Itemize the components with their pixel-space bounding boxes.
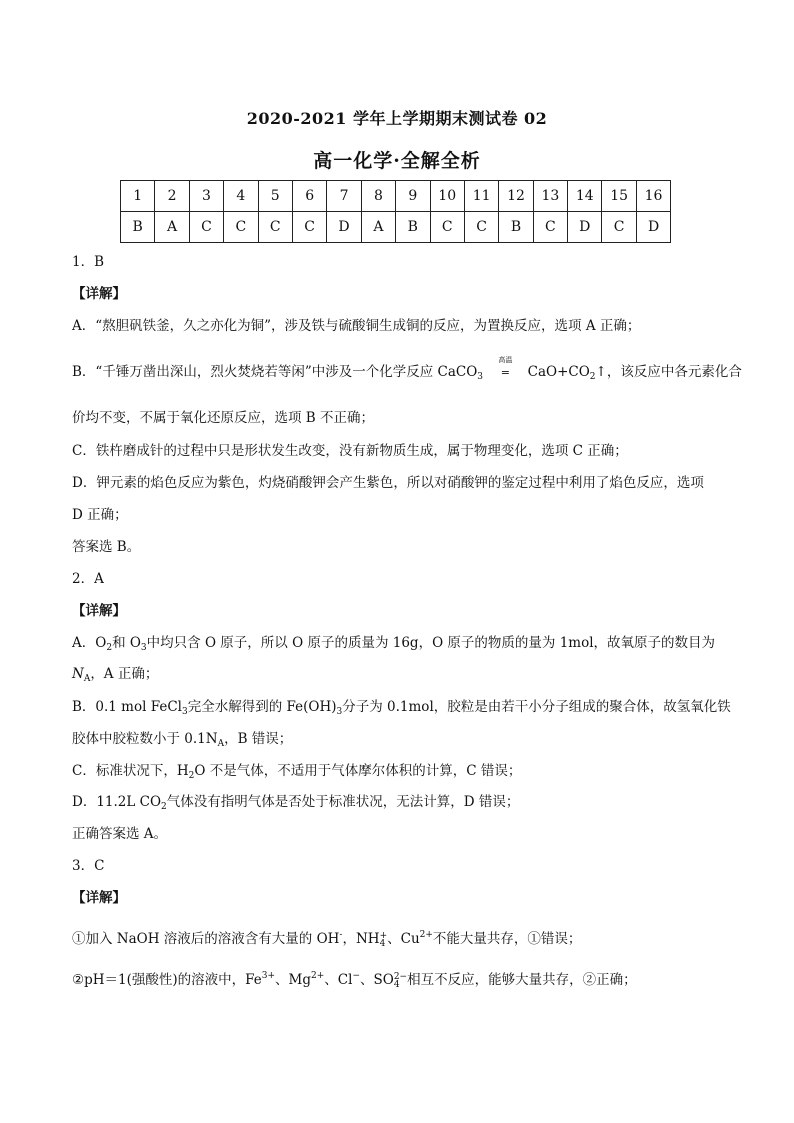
answer-cell: C [602, 212, 636, 243]
q2-d-sub: 2 [161, 802, 167, 812]
q3-item-2 [72, 966, 732, 990]
ion-charge: 2+ [311, 971, 325, 981]
q2-b-sub: 3 [181, 707, 188, 717]
q2-c-text: O 不是气体，不适用于气体摩尔体积的计算，C 错误； [194, 763, 522, 779]
question-3-detail-heading: 【详解】 [72, 890, 126, 906]
question-number-cell: 5 [258, 181, 292, 212]
q2-option-d [72, 792, 732, 817]
answer-cell: A [361, 212, 395, 243]
avogadro-symbol: N [72, 666, 84, 682]
q3-1-text: 、Cu [387, 931, 420, 947]
answer-table-answer-row [121, 212, 671, 243]
question-number-cell: 10 [430, 181, 464, 212]
q3-1-text: ，NH [342, 931, 380, 947]
q2-b-text: ，B 错误； [224, 731, 293, 747]
q1-b-sub3: 3 [477, 372, 484, 382]
q1-option-d-line1: D．钾元素的焰色反应为紫色，灼烧硝酸钾会产生紫色，所以对硝酸钾的鉴定过程中利用了焰色反应，选项 [72, 475, 704, 491]
ion-charge: - [339, 930, 343, 940]
q2-answer: 正确答案选 A。 [72, 826, 168, 842]
q1-option-a: A．“熬胆矾铁釜，久之亦化为铜”，涉及铁与硫酸铜生成铜的反应，为置换反应，选项 A 正确； [72, 318, 641, 334]
answer-cell: C [224, 212, 258, 243]
question-number-cell: 12 [499, 181, 533, 212]
ammonium-ion-charge: + 4 [379, 930, 388, 949]
q3-2-text: 、Mg [275, 972, 312, 988]
question-2-label: 2．A [72, 571, 104, 587]
question-number-cell: 6 [292, 181, 326, 212]
ion-charge: − [352, 971, 360, 981]
question-number-cell: 13 [533, 181, 567, 212]
reaction-equals: = [500, 366, 510, 379]
question-number-cell: 1 [121, 181, 155, 212]
q2-c-text: C．标准状况下，H [72, 763, 189, 779]
question-number-cell: 9 [396, 181, 430, 212]
question-number-cell: 14 [568, 181, 602, 212]
q2-option-a-line1 [72, 633, 732, 658]
q2-b-text: 分子为 0.1mol，胶粒是由若干小分子组成的聚合体，故氢氧化铁 [342, 699, 731, 715]
q3-item-1 [72, 925, 732, 949]
ion-charge: 2+ [419, 930, 433, 940]
reaction-arrow [487, 356, 523, 383]
q2-b-text: 完全水解得到的 Fe(OH) [187, 699, 337, 715]
answer-cell: D [568, 212, 602, 243]
question-number-cell: 3 [189, 181, 223, 212]
page-title: 2020-2021 学年上学期期末测试卷 02 [246, 109, 548, 128]
answer-cell: C [292, 212, 326, 243]
answer-cell: A [155, 212, 189, 243]
answer-cell: D [327, 212, 361, 243]
q2-a-text: 和 O [112, 635, 141, 651]
q1-b-tail: ↑，该反应中各元素化合 [595, 364, 742, 380]
answer-table [120, 180, 671, 243]
q2-a-text: A．O [72, 635, 107, 651]
q3-2-text: ②pH＝1(强酸性)的溶液中，Fe [72, 972, 262, 988]
q2-a-end: ，A 正确； [90, 666, 159, 682]
answer-cell: C [533, 212, 567, 243]
q1-option-b-line2: 价均不变，不属于氧化还原反应，选项 B 不正确； [72, 410, 375, 426]
q1-b-text: B．“千锤万凿出深山，烈火焚烧若等闲”中涉及一个化学反应 CaCO [72, 364, 478, 380]
avogadro-sub: A [83, 674, 91, 684]
q2-b-sub: 3 [336, 707, 343, 717]
q2-b-text: 胶体中胶粒数小于 0.1N [72, 731, 218, 747]
question-1-detail-heading: 【详解】 [72, 286, 126, 302]
q1-option-d-line2: D 正确； [72, 507, 128, 523]
q1-answer: 答案选 B。 [72, 539, 141, 555]
q2-d-text: 气体没有指明气体是否处于标准状况，无法计算，D 错误； [166, 794, 520, 810]
answer-cell: C [464, 212, 498, 243]
question-number-cell: 15 [602, 181, 636, 212]
q1-option-b-line1 [72, 356, 742, 387]
q1-b-sub2: 2 [589, 372, 596, 382]
answer-cell: B [121, 212, 155, 243]
page-subtitle: 高一化学·全解全析 [313, 150, 481, 172]
q3-1-text: ①加入 NaOH 溶液后的溶液含有大量的 OH [72, 931, 340, 947]
question-number-cell: 4 [224, 181, 258, 212]
q3-2-text: 相互不反应，能够大量共存，②正确； [407, 972, 637, 988]
q2-option-b-line1 [72, 697, 732, 722]
answer-table-number-row [121, 181, 671, 212]
q2-option-c [72, 761, 732, 786]
answer-cell: B [396, 212, 430, 243]
question-2-detail-heading: 【详解】 [72, 603, 126, 619]
answer-cell: C [258, 212, 292, 243]
q2-c-sub: 2 [188, 771, 195, 781]
q2-d-text: D．11.2L CO [72, 794, 162, 810]
question-number-cell: 7 [327, 181, 361, 212]
answer-cell: D [636, 212, 670, 243]
q2-a-sub: 3 [140, 643, 147, 653]
q1-b-products: CaO+CO [527, 364, 590, 380]
q2-a-sub: 2 [106, 643, 113, 653]
ion-charge: 3+ [261, 971, 276, 981]
question-3-label: 3．C [72, 858, 105, 874]
q3-2-text: 、SO [360, 972, 394, 988]
answer-cell: B [499, 212, 533, 243]
question-1-label: 1．B [72, 254, 105, 270]
q3-1-text: 不能大量共存，①错误； [432, 931, 582, 947]
question-number-cell: 16 [636, 181, 670, 212]
sulfate-ion-charge: 2− 4 [393, 971, 408, 990]
q2-b-sub: A [217, 739, 225, 749]
question-number-cell: 11 [464, 181, 498, 212]
q2-option-a-line2 [72, 664, 732, 689]
reaction-condition: 高温 [498, 356, 513, 364]
question-number-cell: 8 [361, 181, 395, 212]
q2-a-text: 中均只含 O 原子，所以 O 原子的质量为 16g，O 原子的物质的量为 1mol，故氧原子的数目为 [146, 635, 716, 651]
q3-2-text: 、Cl [324, 972, 353, 988]
q1-option-c: C．铁杵磨成针的过程中只是形状发生改变，没有新物质生成，属于物理变化，选项 C 正确； [72, 443, 628, 459]
q2-b-text: B．0.1 mol FeCl [72, 699, 182, 715]
answer-cell: C [189, 212, 223, 243]
answer-cell: C [430, 212, 464, 243]
q2-option-b-line2 [72, 729, 732, 754]
question-number-cell: 2 [155, 181, 189, 212]
